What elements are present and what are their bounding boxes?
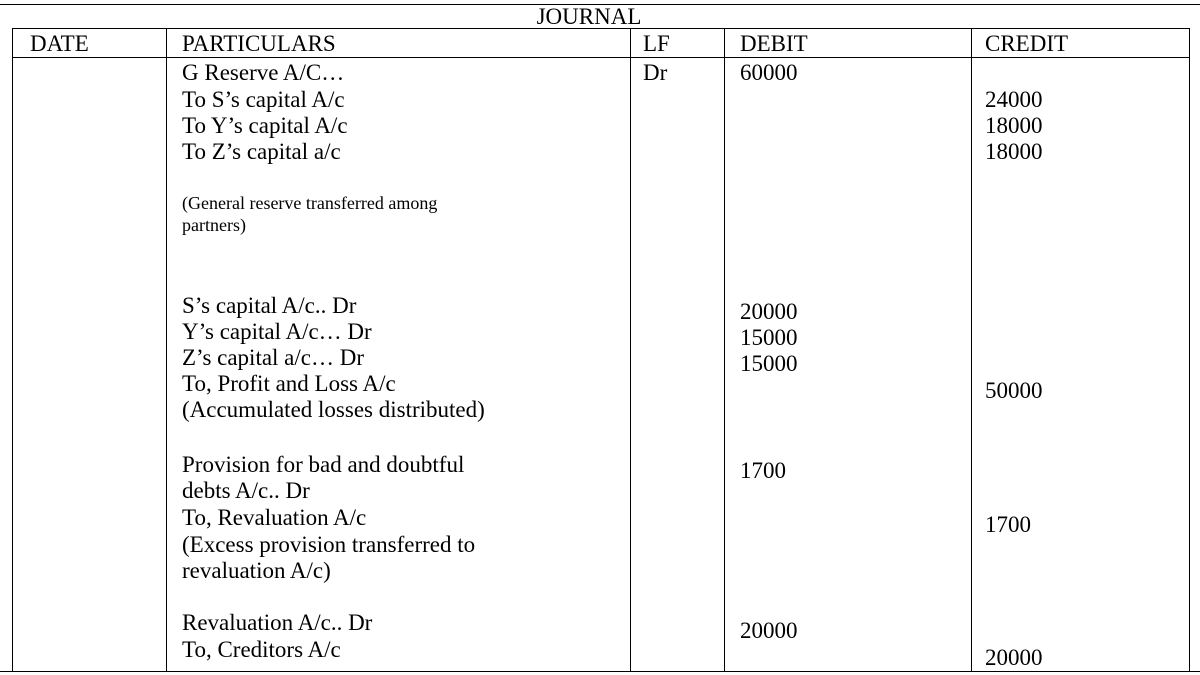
column-header-particulars: PARTICULARS xyxy=(182,31,336,56)
entry-2-line-2: Y’s capital A/c… Dr xyxy=(182,319,372,344)
header-underline xyxy=(12,57,1190,58)
entry-4-line-1: Revaluation A/c.. Dr xyxy=(182,610,373,635)
lf-divider xyxy=(724,28,725,671)
entry-1-narration-1: (General reserve transferred among xyxy=(182,193,438,213)
entry-2-line-5: (Accumulated losses distributed) xyxy=(182,397,485,422)
entry-4-credit-1: 20000 xyxy=(985,645,1043,670)
column-header-credit: CREDIT xyxy=(985,31,1069,56)
entry-3-line-4: (Excess provision transferred to xyxy=(182,532,476,557)
entry-2-line-3: Z’s capital a/c… Dr xyxy=(182,345,365,370)
date-divider xyxy=(166,28,167,671)
entry-3-line-3: To, Revaluation A/c xyxy=(182,505,367,530)
right-border xyxy=(1189,28,1190,671)
entry-4-line-2: To, Creditors A/c xyxy=(182,637,341,662)
particulars-divider xyxy=(630,28,631,671)
entry-2-line-1: S’s capital A/c.. Dr xyxy=(182,293,357,318)
entry-1-narration-2: partners) xyxy=(182,215,246,235)
entry-2-debit-3: 15000 xyxy=(740,351,798,376)
entry-1-line-4: To Z’s capital a/c xyxy=(182,139,341,164)
debit-divider xyxy=(971,28,972,671)
entry-3-debit-1: 1700 xyxy=(740,458,786,483)
column-header-date: DATE xyxy=(30,31,89,56)
entry-1-credit-3: 18000 xyxy=(985,139,1043,164)
entry-1-lf: Dr xyxy=(643,60,668,85)
entry-4-debit-1: 20000 xyxy=(740,618,798,643)
entry-3-credit-1: 1700 xyxy=(985,512,1031,537)
entry-1-line-3: To Y’s capital A/c xyxy=(182,113,348,138)
entry-1-line-2: To S’s capital A/c xyxy=(182,87,345,112)
left-border xyxy=(12,28,13,671)
bottom-border xyxy=(0,671,1200,672)
entry-2-debit-1: 20000 xyxy=(740,299,798,324)
entry-3-line-2: debts A/c.. Dr xyxy=(182,478,310,503)
entry-1-debit-1: 60000 xyxy=(740,60,798,85)
entry-2-line-4: To, Profit and Loss A/c xyxy=(182,371,396,396)
entry-1-credit-1: 24000 xyxy=(985,87,1043,112)
entry-2-credit-1: 50000 xyxy=(985,378,1043,403)
journal-title: JOURNAL xyxy=(536,4,642,29)
entry-1-line-1: G Reserve A/C… xyxy=(182,60,345,85)
column-header-lf: LF xyxy=(643,31,670,56)
entry-1-credit-2: 18000 xyxy=(985,113,1043,138)
entry-2-debit-2: 15000 xyxy=(740,325,798,350)
column-header-debit: DEBIT xyxy=(740,31,808,56)
entry-3-line-5: revaluation A/c) xyxy=(182,558,331,583)
entry-3-line-1: Provision for bad and doubtful xyxy=(182,452,465,477)
